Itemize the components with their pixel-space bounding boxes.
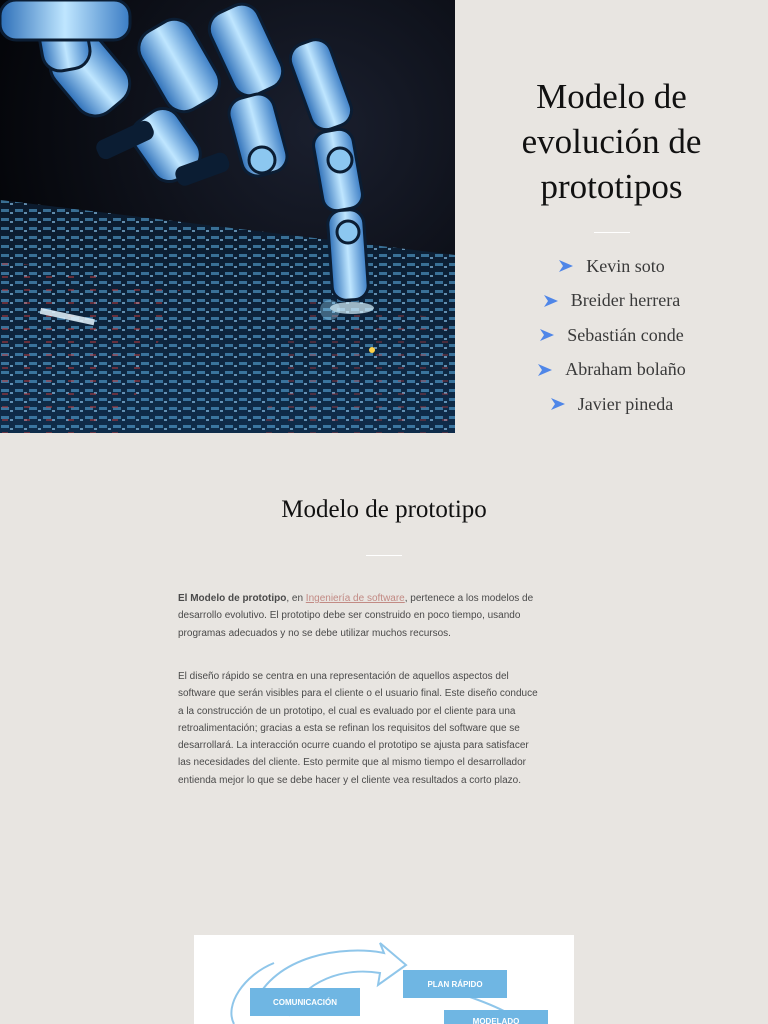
prototype-cycle-diagram: [194, 935, 574, 1024]
paragraph-line: desarrollo evolutivo. El prototipo debe ser construido en poco tiempo, usando: [178, 610, 521, 622]
robot-hand-illustration: [0, 0, 455, 433]
author-name: Breider herrera: [570, 290, 681, 311]
cycle-diagram-svg: [194, 935, 574, 1024]
paragraph-line: El diseño rápido se centra en una representación de aquellos aspectos del: [178, 671, 509, 682]
title-line-1: Modelo de: [536, 77, 687, 116]
paragraph-line: retroalimentación; gracias a esta se refinan los requisitos del software que se: [178, 722, 520, 734]
author-name: Javier pineda: [577, 393, 674, 414]
arrow-bullet-icon: [558, 259, 574, 273]
paragraph-line: programas adecuados y no se debe utilizar muchos recursos.: [178, 627, 451, 639]
title-line-3: prototipos: [540, 167, 683, 206]
robot-hand-image: [0, 0, 455, 433]
arrow-bullet-icon: [543, 294, 559, 308]
author-item: [455, 387, 768, 422]
author-item: [455, 284, 768, 319]
plan-rapido-label: PLAN RÁPIDO: [427, 980, 483, 989]
text-fragment: , pertenece a los modelos de: [404, 593, 534, 604]
intro-paragraph: [178, 590, 576, 642]
paragraph-line: las necesidades del cliente. Esto permite que al mismo tiempo el desarrollador: [178, 757, 526, 769]
design-paragraph: [178, 668, 556, 789]
paragraph-line: desarrollará. La interacción ocurre cuando el prototipo se ajusta para satisfacer: [178, 740, 529, 752]
title-divider: [594, 232, 630, 233]
title-line-2: evolución de: [521, 122, 702, 161]
author-item: [455, 353, 768, 388]
paragraph-line: entienda mejor lo que se debe hacer y el cliente vea resultados a corto plazo.: [178, 774, 521, 786]
text-fragment: , en: [286, 593, 306, 604]
arrow-bullet-icon: [537, 363, 553, 377]
bold-term: El Modelo de prototipo: [178, 593, 287, 604]
title-panel: [455, 0, 768, 433]
software-engineering-link[interactable]: Ingeniería de software: [305, 593, 405, 604]
presentation-title: [455, 74, 768, 209]
author-name: Abraham bolaño: [565, 359, 686, 380]
author-name: Kevin soto: [586, 255, 665, 276]
paragraph-line: [178, 590, 576, 607]
arrow-bullet-icon: [539, 328, 555, 342]
arrow-bullet-icon: [550, 397, 566, 411]
paragraph-line: software que serán visibles para el cliente o el usuario final. Este diseño conduce: [178, 688, 538, 700]
section-heading: Modelo de prototipo: [281, 496, 487, 523]
author-item: [455, 318, 768, 353]
modelado-label: MODELADO: [472, 1017, 520, 1024]
comunicacion-label: COMUNICACIÓN: [273, 998, 337, 1007]
title-slide: [0, 0, 768, 433]
paragraph-line: a la construcción de un prototipo, el cual es evaluado por el cliente para una: [178, 705, 516, 717]
authors-list: [455, 249, 768, 422]
author-item: [455, 249, 768, 284]
heading-divider: [366, 555, 402, 556]
content-slide: [0, 433, 768, 1024]
author-name: Sebastián conde: [567, 324, 684, 345]
